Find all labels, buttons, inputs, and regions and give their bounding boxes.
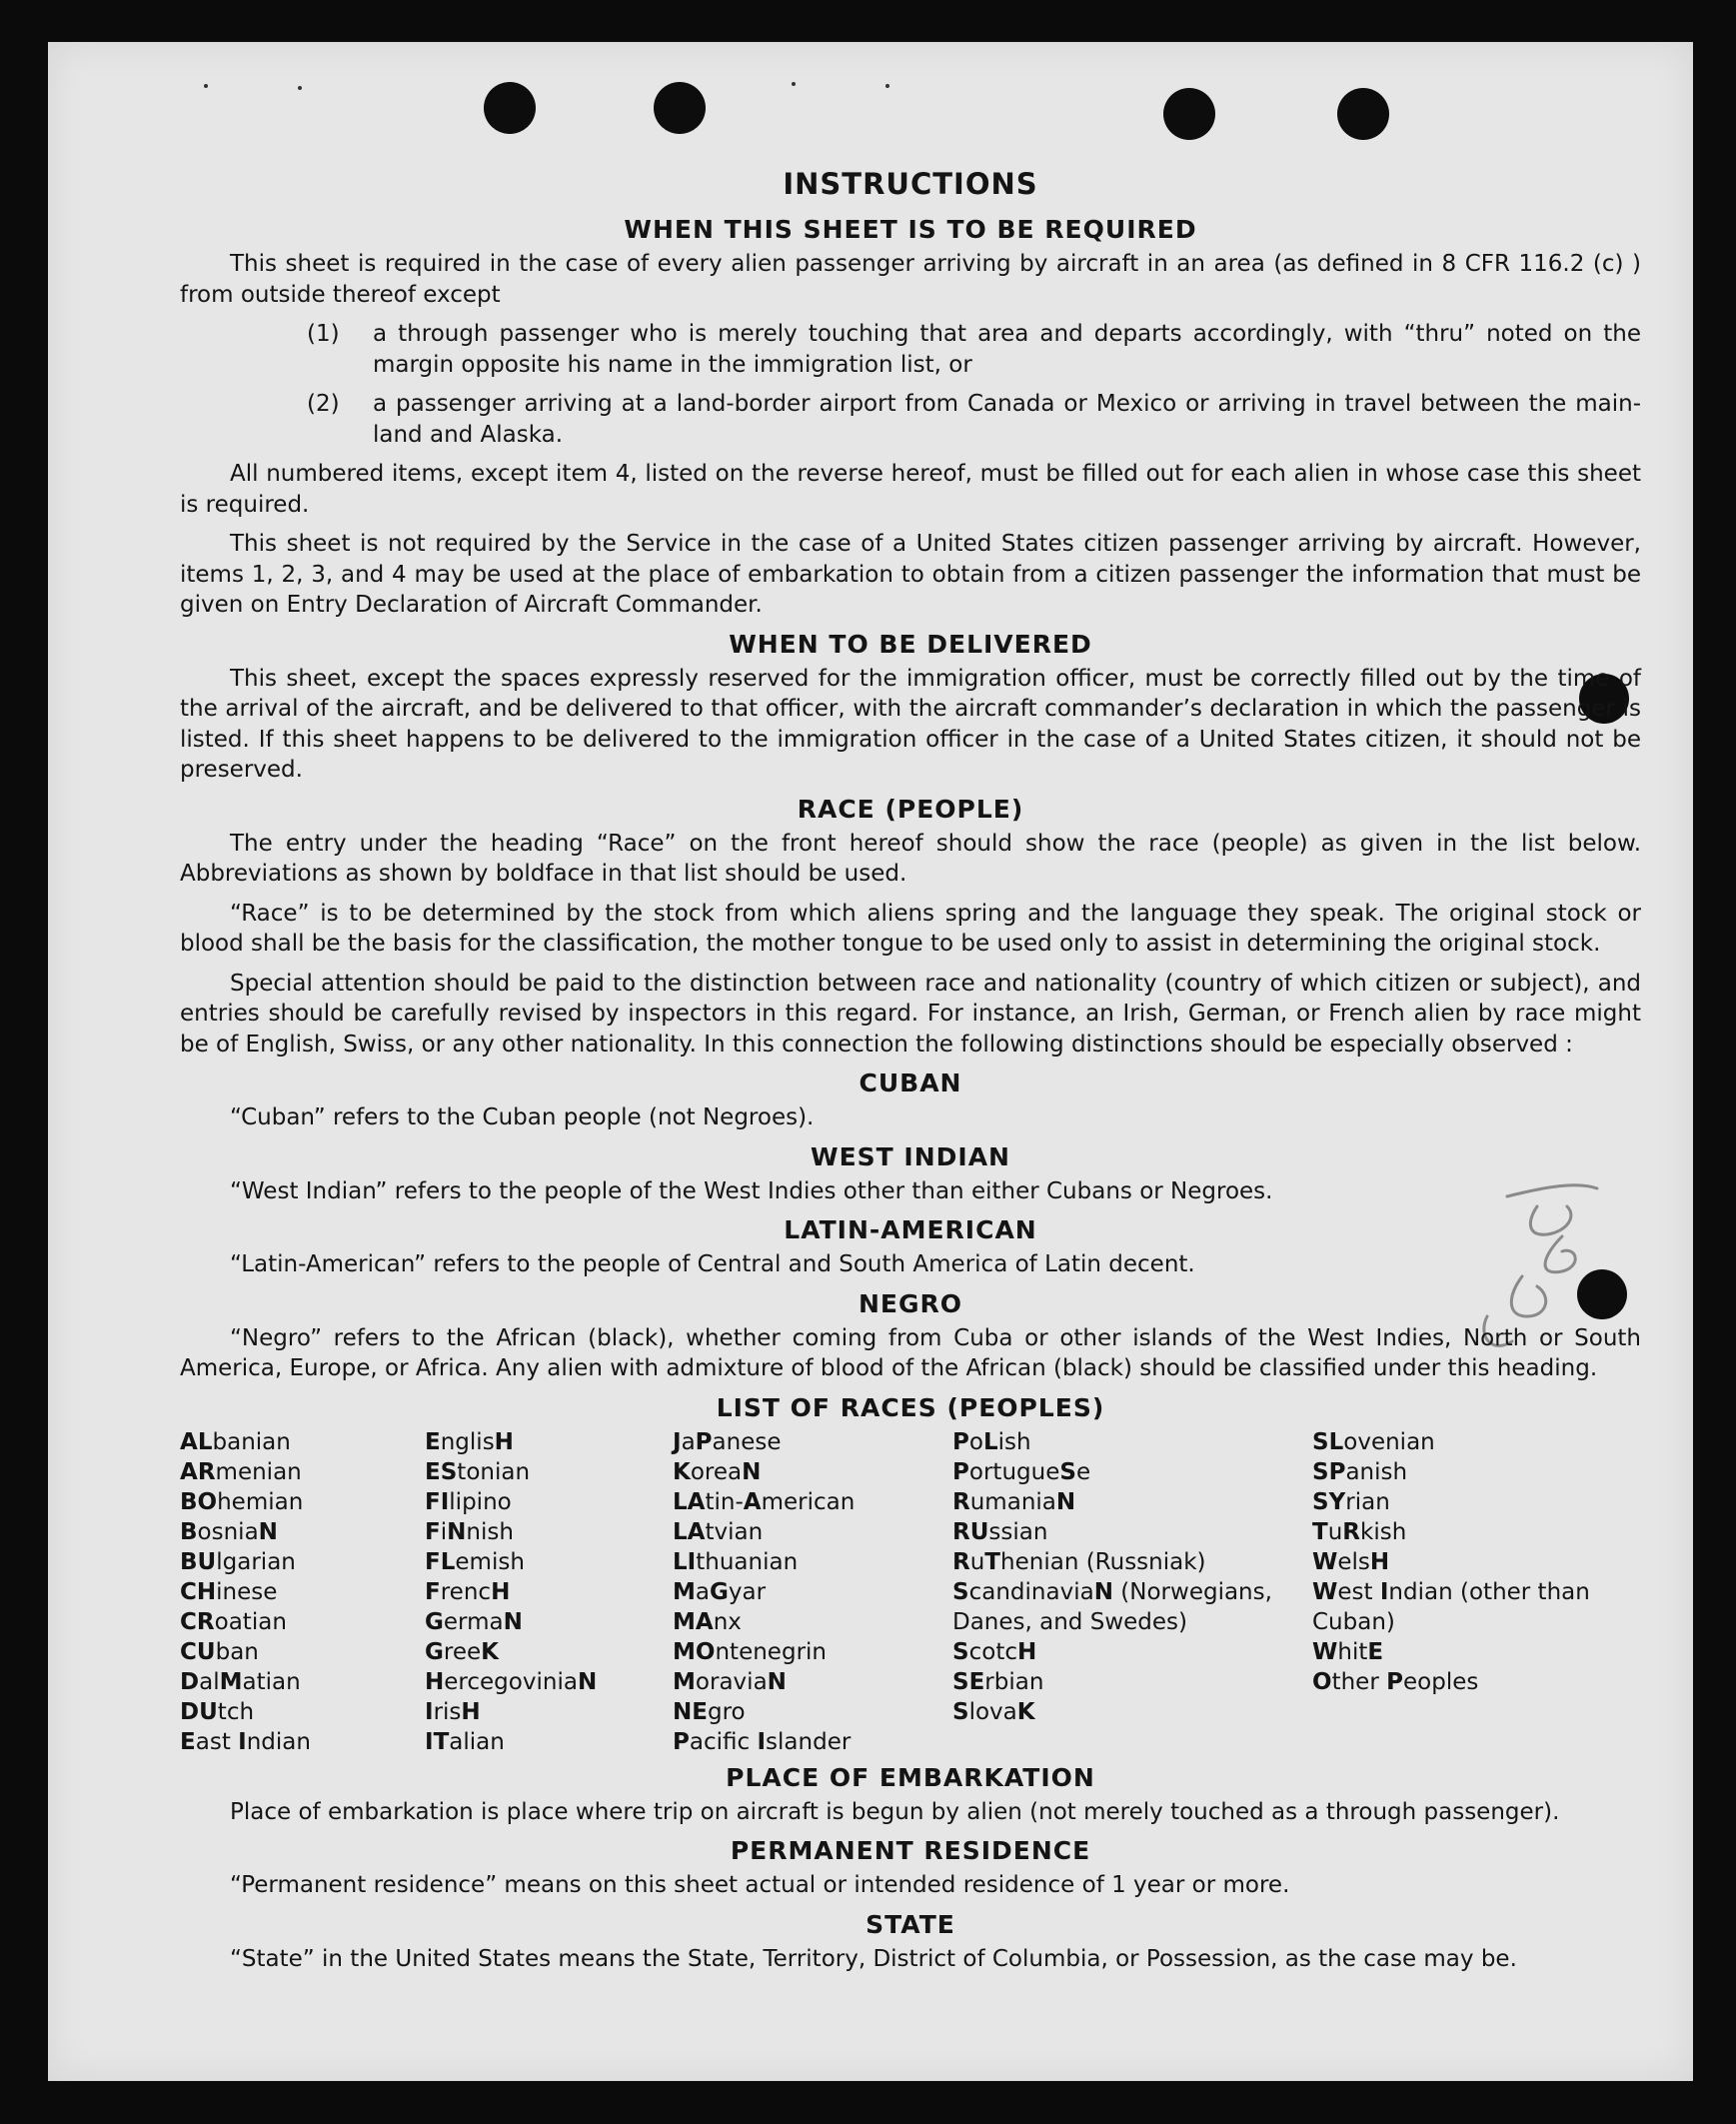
punch-hole [1163,88,1215,140]
section-heading: PERMANENT RESIDENCE [730,1836,1091,1865]
race-entry: SLovenian [1312,1428,1435,1455]
race-entry: SYrian [1312,1488,1390,1515]
section-heading: WHEN THIS SHEET IS TO BE REQUIRED [624,215,1197,244]
page-title: INSTRUCTIONS [783,167,1038,201]
race-entry: DUtch [180,1698,255,1725]
section-heading: LATIN-AMERICAN [784,1215,1037,1244]
punch-hole [1337,88,1389,140]
item-text: a passenger arriving at a land-border airport from Canada or Mexico or arriving in travel between the main-land and Alaska. [373,391,1641,448]
race-entry: MAnx [673,1608,742,1635]
speck [298,86,302,90]
item-text: a through passenger who is merely touching that area and departs accordingly, with “thru” noted on the margin opposite his name in the immigration list, or [373,321,1641,378]
race-entry: ScandinaviaN (Norwegians, Danes, and Swedes) [952,1578,1272,1635]
race-entry: FrencH [425,1578,511,1605]
race-entry: WelsH [1312,1548,1390,1575]
race-entry: WhitE [1312,1638,1384,1665]
race-entry: FIlipino [425,1488,512,1515]
paragraph: The entry under the heading “Race” on the front hereof should show the race (people) as given in the list below. Abbreviations as shown by boldface in that list should be used. [180,830,1641,887]
item-number: (1) [307,321,340,347]
race-entry: KoreaN [673,1458,762,1485]
paragraph: “State” in the United States means the State, Territory, District of Columbia, or Possession, as the case may be. [230,1945,1517,1972]
paragraph: This sheet is required in the case of every alien passenger arriving by aircraft in an area (as defined in 8 CFR 116.2 (c) ) from outside thereof except [180,251,1641,308]
race-entry: BosniaN [180,1518,278,1545]
race-entry: ALbanian [180,1428,291,1455]
paragraph: This sheet, except the spaces expressly reserved for the immigration officer, must be correctly filled out by the time of the arrival of the aircraft, and be delivered to that officer, with the aircraft commander’s declaration in which the passenger is listed. If this sheet happens to be delivered to the immigration officer in the case of a United States citizen, it should not be preserved. [180,665,1641,783]
instructions-content [180,167,1641,1983]
race-entry: BOhemian [180,1488,304,1515]
paragraph: “Permanent residence” means on this sheet actual or intended residence of 1 year or more. [230,1872,1290,1898]
race-entry: RumaniaN [952,1488,1076,1515]
race-entry: GermaN [425,1608,523,1635]
paragraph: This sheet is not required by the Service in the case of a United States citizen passenger arriving by aircraft. However, items 1, 2, 3, and 4 may be used at the place of embarkation to obtain from a citizen passenger the information that must be given on Entry Declaration of Aircraft Commander. [180,531,1641,618]
section-heading: CUBAN [859,1068,962,1097]
race-entry: MOntenegrin [673,1638,827,1665]
paragraph: Special attention should be paid to the distinction between race and nationality (country of which citizen or subject), and entries should be carefully revised by inspectors in this regard. For instance, an Irish, German, or French alien by race might be of English, Swiss, or any other nationality. In this connection the following distinctions should be especially observed : [180,970,1641,1058]
paragraph: Place of embarkation is place where trip on aircraft is begun by alien (not merely touched as a through passenger). [230,1798,1560,1825]
race-entry: LAtvian [673,1518,764,1545]
list-item [180,389,1641,450]
paragraph: “Negro” refers to the African (black), whether coming from Cuba or other islands of the West Indies, North or South America, Europe, or Africa. Any alien with admixture of blood of the African (black) should be classified under this heading. [180,1324,1641,1381]
race-entry: EStonian [425,1458,531,1485]
race-entry: NEgro [673,1698,746,1725]
race-entry: Other Peoples [1312,1668,1479,1695]
speck [885,84,889,88]
race-entry: MaGyar [673,1578,767,1605]
section-heading: NEGRO [858,1288,963,1318]
race-entry: FLemish [425,1548,525,1575]
section-heading: WEST INDIAN [811,1141,1010,1171]
races-column [425,1427,673,1757]
document-sheet [48,42,1693,2081]
race-entry: CHinese [180,1578,278,1605]
speck [204,84,208,88]
race-entry: RUssian [952,1518,1048,1545]
race-entry: GreeK [425,1638,499,1665]
paragraph: “Race” is to be determined by the stock from which aliens spring and the language they speak. The original stock or blood shall be the basis for the classification, the mother tongue to be used only to assist in determining the original stock. [180,900,1641,957]
race-entry: PoLish [952,1428,1031,1455]
race-entry: PortugueSe [952,1458,1091,1485]
race-entry: FiNnish [425,1518,514,1545]
paragraph: “West Indian” refers to the people of the West Indies other than either Cubans or Negroes. [230,1177,1273,1204]
race-entry: SPanish [1312,1458,1408,1485]
section-heading: RACE (PEOPLE) [797,794,1024,824]
race-entry: RuThenian (Russniak) [952,1548,1206,1575]
race-entry: East Indian [180,1728,311,1755]
race-entry: HercegoviniaN [425,1668,598,1695]
race-entry: JaPanese [673,1428,782,1455]
races-column [180,1427,425,1757]
race-entry: SlovaK [952,1698,1035,1725]
race-entry: ARmenian [180,1458,302,1485]
race-entry: LIthuanian [673,1548,799,1575]
races-column [1312,1427,1641,1757]
section-heading: WHEN TO BE DELIVERED [729,629,1092,659]
paragraph: “Latin-American” refers to the people of Central and South America of Latin decent. [230,1251,1195,1277]
race-entry: ScotcH [952,1638,1037,1665]
races-column [952,1427,1312,1757]
section-heading: STATE [866,1909,955,1939]
race-entry: SErbian [952,1668,1044,1695]
race-entry: IrisH [425,1698,481,1725]
list-item [180,319,1641,380]
section-heading: PLACE OF EMBARKATION [726,1762,1095,1792]
punch-hole [654,82,706,134]
item-number: (2) [307,391,340,417]
punch-hole [484,82,536,134]
race-entry: DalMatian [180,1668,301,1695]
race-entry: EnglisH [425,1428,514,1455]
race-entry: CUban [180,1638,259,1665]
races-heading: LIST OF RACES (PEOPLES) [716,1392,1105,1422]
race-entry: ITalian [425,1728,505,1755]
paragraph: “Cuban” refers to the Cuban people (not Negroes). [230,1104,815,1130]
races-list [180,1427,1641,1757]
races-column [673,1427,952,1757]
race-entry: LAtin-American [673,1488,856,1515]
race-entry: Pacifc Islander [673,1728,852,1755]
race-entry: CRoatian [180,1608,287,1635]
race-entry: MoraviaN [673,1668,787,1695]
race-entry: TuRkish [1312,1518,1407,1545]
paragraph: All numbered items, except item 4, listed on the reverse hereof, must be filled out for each alien in whose case this sheet is required. [180,461,1641,518]
race-entry: West Indian (other than Cuban) [1312,1578,1590,1635]
speck [792,82,796,86]
race-entry: BUlgarian [180,1548,296,1575]
